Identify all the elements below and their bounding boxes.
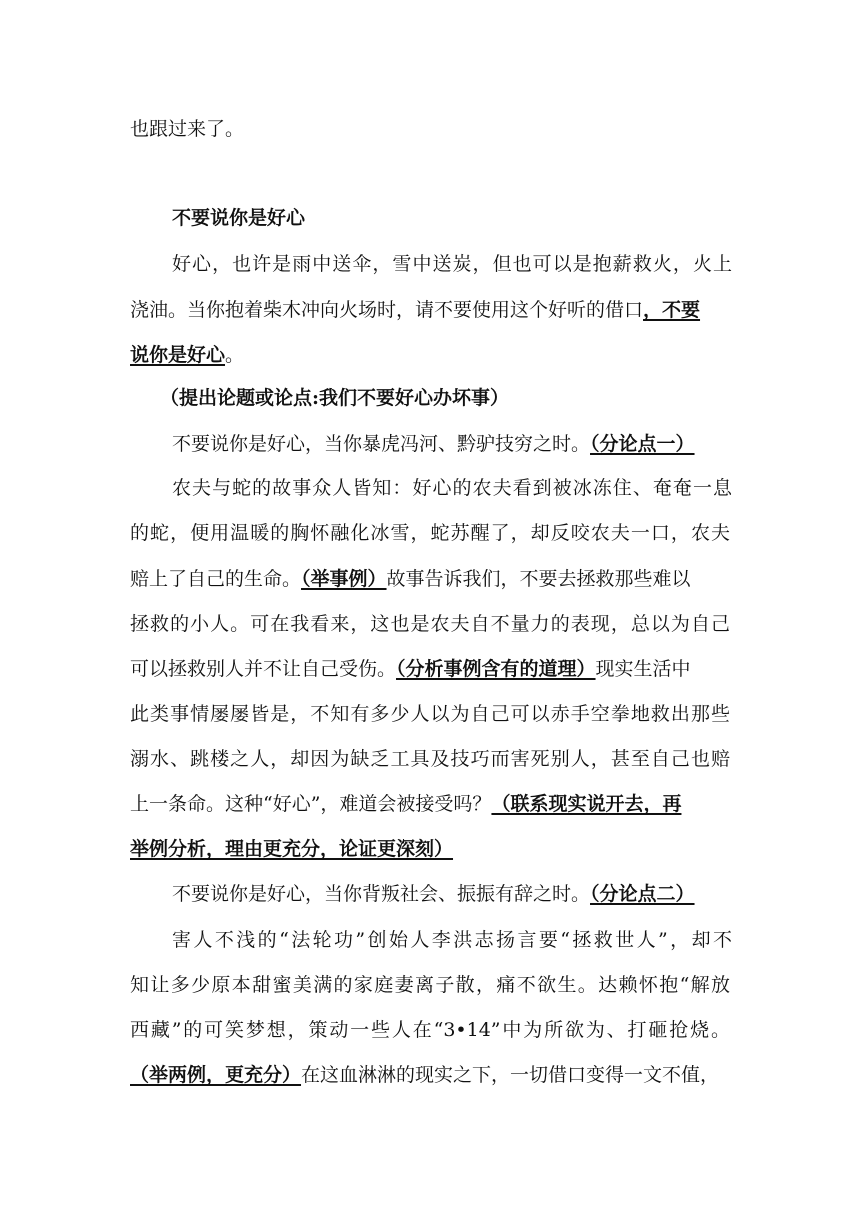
text-line — [130, 297, 730, 323]
text-line — [130, 611, 730, 637]
annotation: （联系现实说开去，再 — [491, 793, 682, 815]
annotation: （分论点二） — [590, 883, 695, 905]
text-line — [130, 746, 730, 772]
text-span: 上一条命。这种“好心”，难道会被接受吗？ — [130, 793, 492, 815]
text-line — [130, 701, 730, 727]
text-span: 在这血淋淋的现实之下，一切借口变得一文不值， — [301, 1064, 720, 1086]
annotation: ，不要 — [643, 299, 701, 321]
text-span: 故事告诉我们，不要去拯救那些难以 — [386, 568, 691, 590]
text-line — [130, 520, 730, 546]
text-span: 浇油。当你抱着柴木冲向火场时，请不要使用这个好听的借口 — [130, 299, 644, 321]
text-line — [130, 791, 730, 817]
text-line — [130, 566, 730, 592]
text-span: 农夫与蛇的故事众人皆知：好心的农夫看到被冰冻住、奄奄一息 — [172, 477, 732, 499]
text-span: 害人不浅的“法轮功”创始人李洪志扬言要“拯救世人”，却不 — [172, 929, 732, 951]
text-span: 的蛇，便用温暖的胸怀融化冰雪，蛇苏醒了，却反咬农夫一口，农夫 — [130, 522, 730, 544]
text-span: 好心，也许是雨中送伞，雪中送炭，但也可以是抱薪救火，火上 — [172, 253, 732, 275]
annotation: （提出论题或论点:我们不要好心办坏事） — [160, 387, 510, 409]
text-line — [130, 1017, 730, 1043]
text-line — [130, 116, 730, 142]
text-span: 西藏”的可笑梦想，策动一些人在“3•14”中为所欲为、打砸抢烧。 — [130, 1019, 730, 1041]
text-span: 现实生活中 — [595, 658, 691, 680]
text-line — [172, 251, 732, 277]
text-line — [130, 836, 730, 862]
annotation: （举两例，更充分） — [130, 1064, 302, 1086]
thesis-annotation — [160, 385, 760, 411]
text-span: 溺水、跳楼之人，却因为缺乏工具及技巧而害死别人，甚至自己也赔 — [130, 748, 730, 770]
essay-title — [172, 205, 732, 231]
text-span: 也跟过来了。 — [130, 118, 245, 140]
essay-title-text: 不要说你是好心 — [172, 207, 306, 229]
text-span: 不要说你是好心，当你暴虎冯河、黔驴技穷之时。 — [172, 433, 591, 455]
text-line — [130, 972, 730, 998]
text-span: 不要说你是好心，当你背叛社会、振振有辞之时。 — [172, 883, 591, 905]
text-line — [172, 881, 732, 907]
text-span: 知让多少原本甜蜜美满的家庭妻离子散，痛不欲生。达赖怀抱“解放 — [130, 974, 730, 996]
text-line — [172, 475, 732, 501]
text-span: 赔上了自己的生命。 — [130, 568, 302, 590]
text-span: 此类事情屡屡皆是，不知有多少人以为自己可以赤手空拳地救出那些 — [130, 703, 730, 725]
text-span: 拯救的小人。可在我看来，这也是农夫自不量力的表现，总以为自己 — [130, 613, 730, 635]
annotation: （分论点一） — [590, 433, 695, 455]
text-line — [130, 1062, 730, 1088]
text-line — [130, 342, 730, 368]
text-line — [172, 431, 732, 457]
annotation: 说你是好心 — [130, 344, 226, 366]
text-span: 可以拯救别人并不让自己受伤。 — [130, 658, 397, 680]
text-line — [130, 656, 730, 682]
text-span: 。 — [225, 344, 245, 366]
annotation: 举例分析，理由更充分，论证更深刻） — [130, 838, 454, 860]
annotation: （举事例） — [301, 568, 387, 590]
text-line — [172, 927, 732, 953]
annotation: （分析事例含有的道理） — [396, 658, 596, 680]
